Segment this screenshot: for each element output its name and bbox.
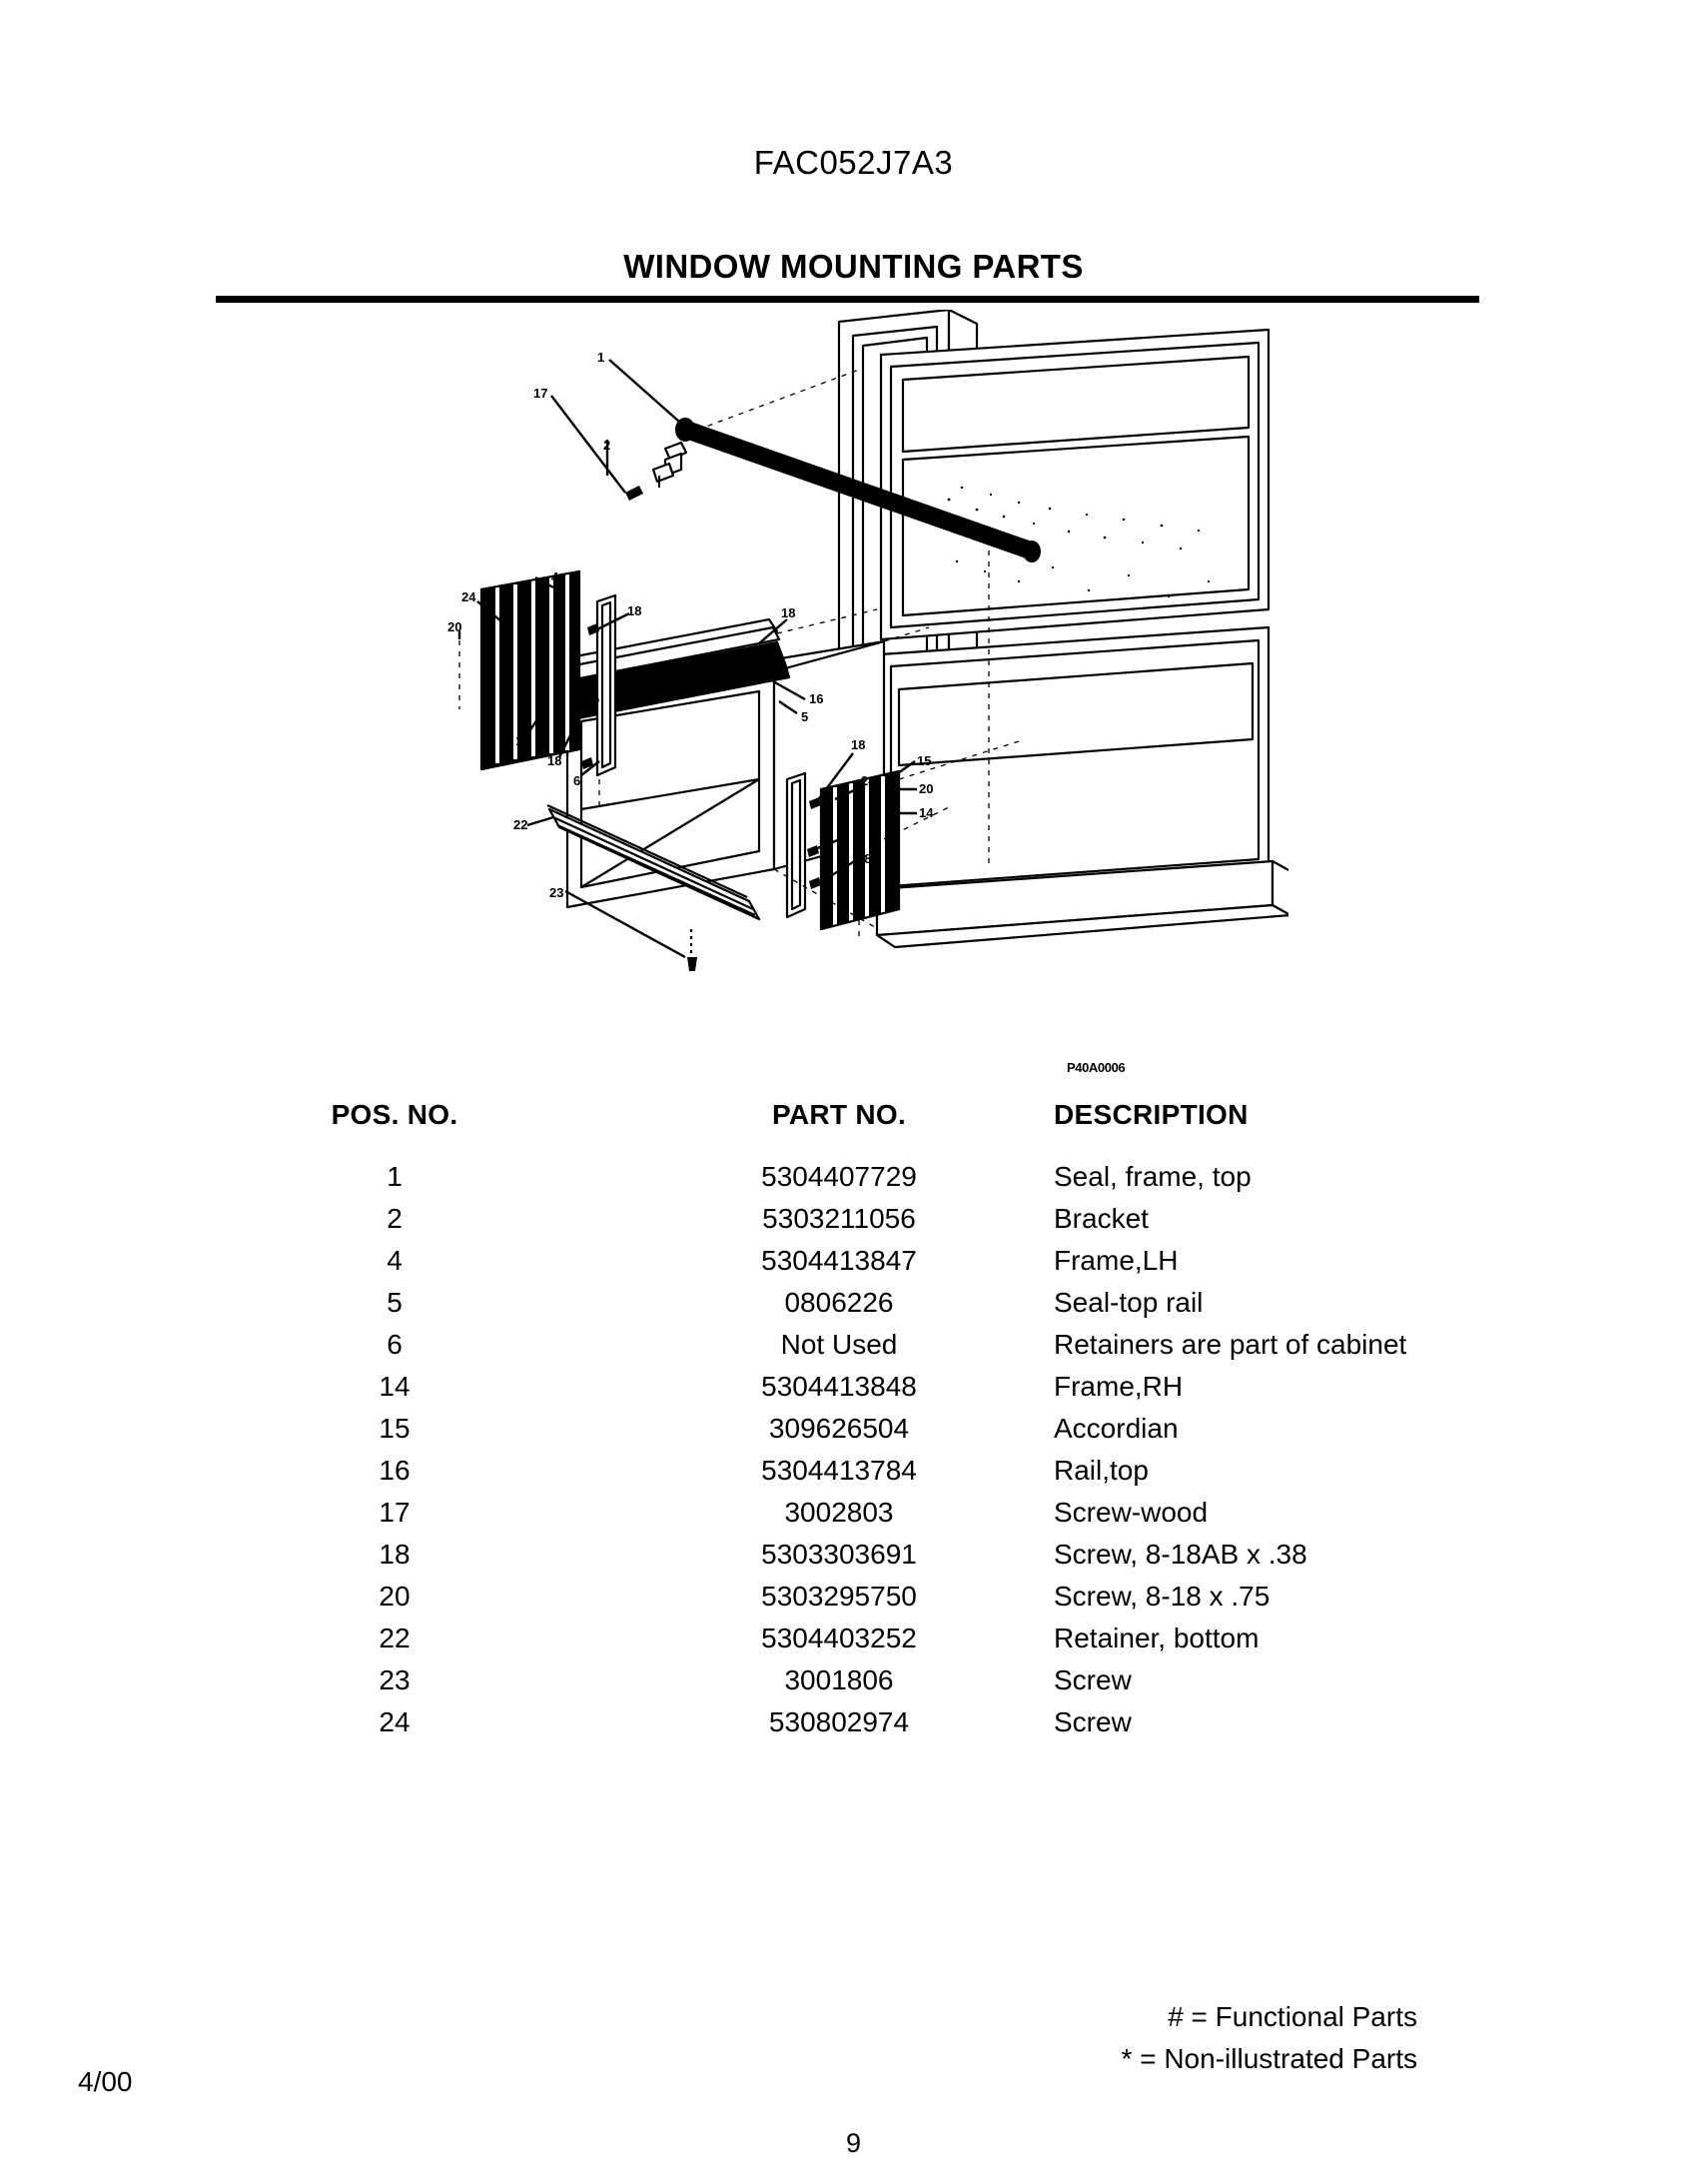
callout-18-right-upper: 18 [851, 737, 866, 752]
cell-description: Seal-top rail [1054, 1287, 1204, 1318]
header-part-no: PART NO. [771, 1099, 907, 1130]
cell-pos-no: 15 [379, 1413, 411, 1444]
cell-part-no: 5304413847 [761, 1245, 917, 1276]
legend-functional-parts: # = Functional Parts [1168, 2001, 1417, 2032]
legend-non-illustrated-parts: * = Non-illustrated Parts [1121, 2043, 1417, 2074]
callout-14: 14 [919, 805, 934, 820]
callout-18-right-lower: 18 [857, 851, 872, 866]
callout-6-right: 6 [839, 829, 847, 844]
header-description: DESCRIPTION [1054, 1099, 1249, 1130]
cell-part-no: 5304407729 [761, 1161, 917, 1192]
table-row [0, 1371, 1707, 1413]
callout-18-lower-left: 18 [547, 753, 562, 768]
cell-description: Screw, 8-18AB x .38 [1054, 1539, 1307, 1570]
cell-part-no: 5304403252 [761, 1623, 917, 1653]
legend [0, 1996, 1707, 2080]
cell-pos-no: 4 [387, 1245, 403, 1276]
table-row [0, 1287, 1707, 1329]
callout-1: 1 [597, 350, 605, 365]
cell-pos-no: 22 [379, 1623, 411, 1653]
cell-pos-no: 23 [379, 1664, 411, 1695]
cell-description: Frame,LH [1054, 1245, 1179, 1276]
cell-part-no: 3002803 [784, 1497, 894, 1528]
cell-part-no: Not Used [780, 1329, 898, 1360]
cell-part-no: 5304413848 [761, 1371, 917, 1402]
title-divider [216, 296, 1479, 303]
parts-table [0, 1099, 1707, 1748]
cell-part-no: 5303211056 [762, 1203, 916, 1234]
table-row [0, 1497, 1707, 1539]
cell-pos-no: 17 [379, 1497, 411, 1528]
callout-15-left: 15 [515, 733, 530, 748]
page-title: WINDOW MOUNTING PARTS [623, 248, 1084, 285]
cell-part-no: 3001806 [784, 1664, 894, 1695]
cell-pos-no: 18 [379, 1539, 411, 1570]
callout-24-right: 24 [861, 773, 876, 788]
table-row [0, 1455, 1707, 1497]
cell-pos-no: 20 [379, 1581, 411, 1612]
cell-description: Screw, 8-18 x .75 [1054, 1581, 1271, 1612]
callout-17: 17 [533, 386, 548, 401]
cell-description: Retainers are part of cabinet [1054, 1329, 1407, 1360]
cell-pos-no: 16 [379, 1455, 411, 1486]
table-row [0, 1413, 1707, 1455]
table-row [0, 1664, 1707, 1706]
document-date: 4/00 [78, 2066, 133, 2097]
callout-4: 4 [551, 569, 559, 584]
table-row [0, 1161, 1707, 1203]
table-row [0, 1623, 1707, 1664]
cell-description: Bracket [1054, 1203, 1149, 1234]
cell-part-no: 5304413784 [761, 1455, 917, 1486]
table-row [0, 1329, 1707, 1371]
callout-20-right: 20 [919, 781, 934, 796]
table-header-row [0, 1099, 1707, 1161]
callout-5: 5 [801, 709, 809, 724]
callout-22: 22 [513, 817, 528, 832]
cell-description: Accordian [1054, 1413, 1179, 1444]
cell-pos-no: 24 [379, 1706, 411, 1737]
callout-20-left: 20 [447, 619, 462, 634]
cell-part-no: 0806226 [784, 1287, 894, 1318]
page-number: 9 [845, 2128, 862, 2158]
cell-description: Screw [1054, 1706, 1132, 1737]
cell-part-no: 530802974 [768, 1706, 910, 1737]
cell-part-no: 309626504 [768, 1413, 910, 1444]
table-row [0, 1539, 1707, 1581]
header-pos-no: POS. NO. [331, 1099, 458, 1130]
cell-description: Retainer, bottom [1054, 1623, 1260, 1653]
table-row [0, 1245, 1707, 1287]
callout-23: 23 [549, 885, 564, 900]
cell-pos-no: 2 [387, 1203, 403, 1234]
cell-pos-no: 1 [387, 1161, 403, 1192]
cell-description: Frame,RH [1054, 1371, 1184, 1402]
callout-16: 16 [809, 691, 824, 706]
model-code: FAC052J7A3 [753, 144, 954, 181]
table-row [0, 1706, 1707, 1748]
callout-15-right: 15 [917, 753, 932, 768]
cell-pos-no: 14 [379, 1371, 411, 1402]
cell-pos-no: 6 [387, 1329, 403, 1360]
cell-part-no: 5303295750 [761, 1581, 917, 1612]
callout-18-center: 18 [781, 605, 796, 620]
callout-6-left: 6 [573, 773, 581, 788]
exploded-parts-diagram [429, 310, 1288, 1049]
callout-2: 2 [603, 438, 611, 453]
cell-description: Seal, frame, top [1054, 1161, 1252, 1192]
table-row [0, 1581, 1707, 1623]
callout-24-left: 24 [461, 589, 476, 604]
cell-description: Rail,top [1054, 1455, 1149, 1486]
cell-description: Screw-wood [1054, 1497, 1209, 1528]
cell-description: Screw [1054, 1664, 1132, 1695]
callout-18-left: 18 [627, 603, 642, 618]
cell-part-no: 5303303691 [761, 1539, 917, 1570]
table-row [0, 1203, 1707, 1245]
cell-pos-no: 5 [387, 1287, 403, 1318]
figure-code: P40A0006 [1067, 1060, 1126, 1075]
